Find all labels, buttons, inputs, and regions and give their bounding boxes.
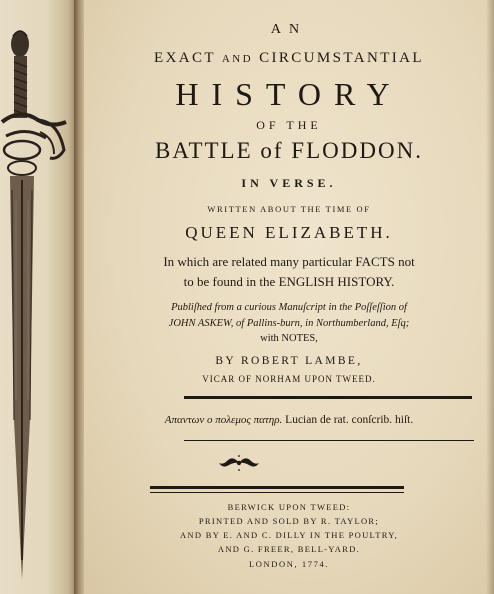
title-history: HISTORY: [175, 76, 403, 112]
title-circumstantial: CIRCUMSTANTIAL: [252, 50, 424, 66]
description-line-2: to be found in the ENGLISH HISTORY.: [183, 274, 395, 289]
imprint-line-5: LONDON, 1774.: [248, 559, 330, 569]
title-page: [84, 0, 494, 594]
subtitle-in-verse: IN VERSE.: [241, 176, 337, 190]
motto-line: [84, 414, 494, 426]
published-line-1: Publiſhed from a curious Manuſcript in the Poſſeſſion of: [171, 302, 407, 313]
title-battle: BATTLE of FLODDON.: [155, 138, 423, 163]
published-line-3: with NOTES,: [260, 333, 318, 344]
sword-engraving: [0, 0, 80, 594]
subtitle-queen: QUEEN ELIZABETH.: [185, 223, 393, 242]
title-exact-line: [84, 50, 494, 67]
title-of-the: OF THE: [256, 118, 322, 132]
imprint-line-1: BERWICK UPON TWEED:: [227, 502, 351, 512]
title-an: AN: [270, 22, 308, 37]
author-title: VICAR OF NORHAM UPON TWEED.: [202, 374, 376, 384]
imprint-line-3: AND BY E. AND C. DILLY IN THE POULTRY,: [179, 530, 398, 540]
imprint-line-2: PRINTED AND SOLD BY R. TAYLOR;: [198, 516, 380, 526]
title-exact: EXACT: [154, 50, 222, 66]
rule-thick-top: [184, 396, 472, 399]
imprint-line-4: AND G. FREER, BELL-YARD.: [217, 544, 361, 554]
fleuron-ornament-icon: [217, 454, 261, 472]
frontispiece-page: [0, 0, 78, 594]
published-line-2: JOHN ASKEW, of Pallins-burn, in Northumberland, Eſq;: [168, 318, 410, 329]
rule-thin-motto: [184, 440, 474, 441]
author-line: BY ROBERT LAMBE,: [215, 355, 363, 367]
title-and: AND: [221, 53, 253, 65]
description-line-1: In which are related many particular FACTS not: [163, 254, 415, 269]
motto-citation: Lucian de rat. conſcrib. hiſt.: [282, 414, 414, 426]
rule-imprint-thin: [150, 492, 404, 493]
rule-imprint-thick: [150, 486, 404, 489]
subtitle-written: WRITTEN ABOUT THE TIME OF: [207, 204, 371, 214]
motto-greek: Απαντων ο πολεμος πατηρ.: [164, 414, 283, 426]
